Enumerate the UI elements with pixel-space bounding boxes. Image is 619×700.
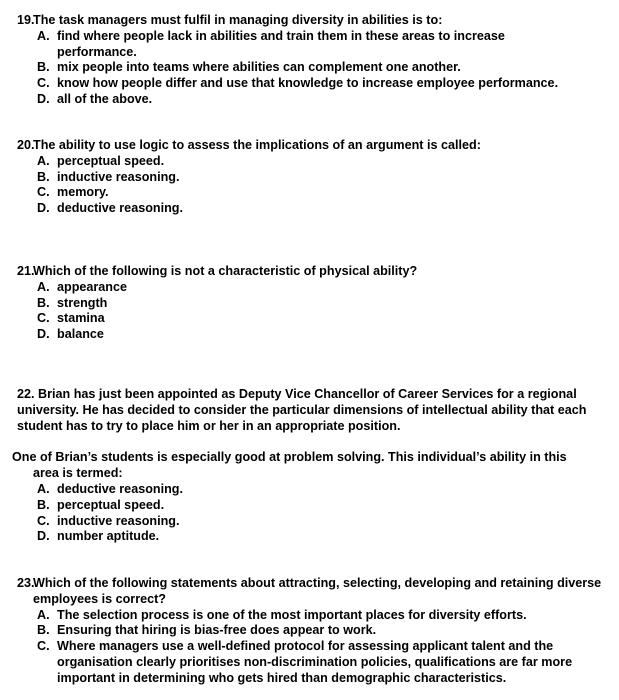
- option-a: [0, 29, 589, 61]
- question-stem: [0, 576, 619, 608]
- option-d: [0, 327, 619, 343]
- option-letter: C.: [37, 76, 50, 91]
- option-b: [0, 170, 619, 186]
- question-number: 20.: [17, 138, 35, 152]
- question-text: Which of the following statements about attracting, selecting, developing and retaining diverse employees is correct?: [33, 576, 602, 606]
- question-number: 22.: [17, 387, 35, 401]
- option-c: [0, 185, 619, 201]
- question-text: Brian has just been appointed as Deputy Vice Chancellor of Career Services for a regional university. He has decided to consider the particular dimensions of intellectual ability that each student has to try to place him or her in an appropriate position.: [17, 387, 587, 433]
- option-text: inductive reasoning.: [57, 169, 180, 184]
- option-c: [0, 639, 619, 686]
- option-text: deductive reasoning.: [57, 201, 183, 216]
- question-text: The task managers must fulfil in managing diversity in abilities is to:: [33, 13, 443, 27]
- question-stem: [0, 138, 619, 154]
- option-letter: A.: [37, 481, 50, 496]
- option-letter: C.: [37, 639, 50, 654]
- option-letter: D.: [37, 91, 50, 106]
- option-text: know how people differ and use that knowledge to increase employee performance.: [57, 76, 559, 91]
- option-letter: B.: [37, 169, 50, 184]
- question-20: [0, 138, 619, 217]
- option-b: [0, 623, 619, 639]
- option-b: [0, 296, 619, 312]
- question-stem: [0, 387, 601, 434]
- option-text: stamina: [57, 311, 105, 326]
- option-a: [0, 608, 619, 624]
- question-19: [0, 13, 619, 108]
- option-text: appearance: [57, 279, 128, 294]
- option-text: number aptitude.: [57, 529, 160, 544]
- option-letter: A.: [37, 153, 50, 168]
- option-text: strength: [57, 295, 108, 310]
- option-text: Ensuring that hiring is bias-free does appear to work.: [57, 623, 377, 638]
- option-text: Where managers use a well-defined protocol for assessing applicant talent and the organisation clearly prioritises non-discrimination policies, qualifications are far more important in determining who gets hired than demographic characteristics.: [57, 639, 573, 685]
- question-number: 19.: [17, 13, 35, 27]
- option-text: The selection process is one of the most important places for diversity efforts.: [57, 607, 527, 622]
- option-text: perceptual speed.: [57, 497, 165, 512]
- option-letter: C.: [37, 513, 50, 528]
- option-text: find where people lack in abilities and train them in these areas to increase performance.: [57, 28, 505, 59]
- option-text: inductive reasoning.: [57, 513, 180, 528]
- option-b: [0, 60, 619, 76]
- question-number: 21.: [17, 264, 35, 278]
- option-c: [0, 514, 619, 530]
- option-text: deductive reasoning.: [57, 481, 183, 496]
- question-text: The ability to use logic to assess the implications of an argument is called:: [33, 138, 481, 152]
- option-letter: A.: [37, 279, 50, 294]
- option-letter: D.: [37, 327, 50, 342]
- option-d: [0, 92, 619, 108]
- option-a: [0, 154, 619, 170]
- option-b: [0, 498, 619, 514]
- question-stem: [0, 13, 619, 29]
- option-letter: B.: [37, 623, 50, 638]
- option-a: [0, 482, 619, 498]
- option-letter: D.: [37, 529, 50, 544]
- option-letter: A.: [37, 28, 50, 43]
- option-c: [0, 76, 619, 92]
- option-letter: D.: [37, 201, 50, 216]
- question-21: [0, 264, 619, 343]
- option-text: all of the above.: [57, 91, 153, 106]
- option-letter: B.: [37, 60, 50, 75]
- option-text: memory.: [57, 185, 109, 200]
- option-letter: A.: [37, 607, 50, 622]
- option-letter: C.: [37, 185, 50, 200]
- option-text: balance: [57, 327, 104, 342]
- option-d: [0, 529, 619, 545]
- question-stem: [0, 264, 619, 280]
- option-c: [0, 311, 619, 327]
- option-letter: C.: [37, 311, 50, 326]
- question-number: 23.: [17, 576, 35, 590]
- question-text: Which of the following is not a characteristic of physical ability?: [33, 264, 418, 278]
- option-letter: B.: [37, 497, 50, 512]
- question-23: [0, 576, 619, 687]
- option-text: mix people into teams where abilities can complement one another.: [57, 60, 461, 75]
- question-followup: One of Brian’s students is especially good at problem solving. This individual’s ability in this area is termed:: [12, 450, 567, 481]
- option-letter: B.: [37, 295, 50, 310]
- option-a: [0, 280, 619, 296]
- option-d: [0, 201, 619, 217]
- question-22: [0, 387, 619, 545]
- option-text: perceptual speed.: [57, 153, 165, 168]
